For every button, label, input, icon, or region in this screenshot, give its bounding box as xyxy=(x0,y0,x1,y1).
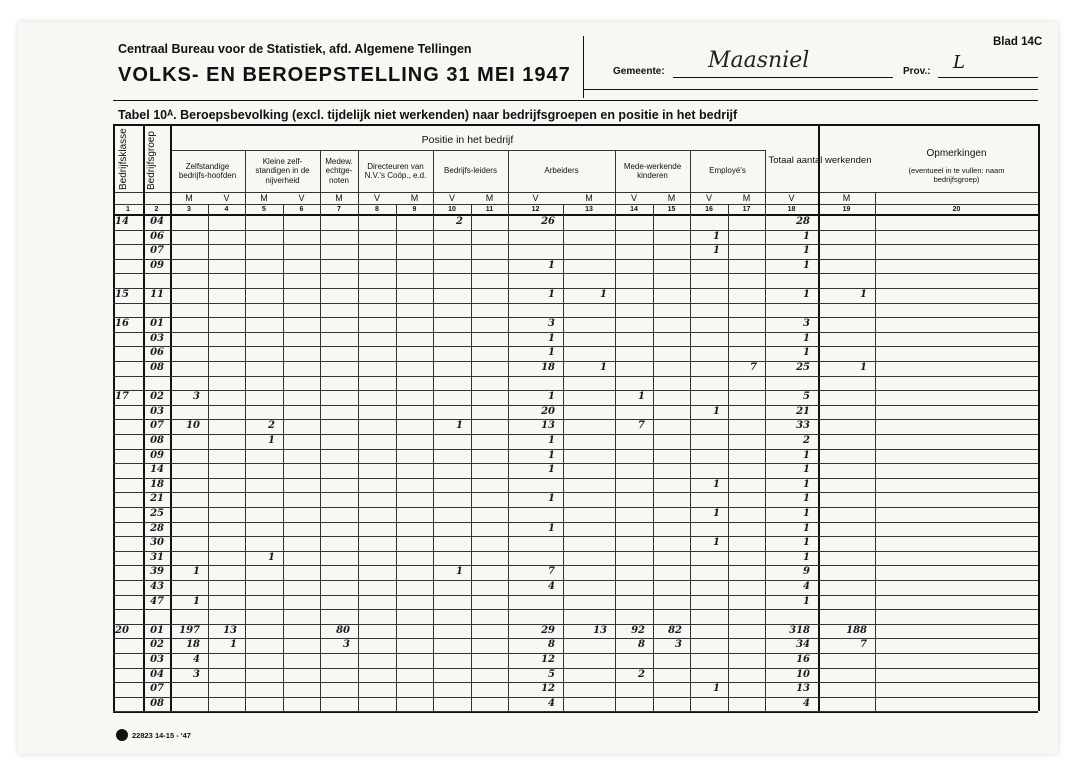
cell-col-13: 13 xyxy=(593,624,607,636)
cell-col-18: 1 xyxy=(803,595,810,607)
row-line-17 xyxy=(113,478,1038,479)
cell-col-18: 4 xyxy=(803,581,810,592)
groep-value: 47 xyxy=(150,595,164,607)
col-line-7 xyxy=(358,150,359,711)
totaal-header: Totaal aantal werkenden xyxy=(768,155,872,166)
col-number-13: 13 xyxy=(585,206,593,213)
cell-col-12: 1 xyxy=(548,289,555,300)
row-line-12 xyxy=(113,405,1038,406)
groep-value: 07 xyxy=(150,420,164,432)
groep-value: 04 xyxy=(150,216,164,227)
cell-col-3: 18 xyxy=(186,639,200,651)
row-line-15 xyxy=(113,449,1038,450)
groep-value: 09 xyxy=(150,449,164,461)
cell-col-18: 28 xyxy=(796,216,810,227)
groep-value: 08 xyxy=(150,435,164,446)
cell-col-18: 1 xyxy=(803,230,810,242)
cell-col-14: 7 xyxy=(638,420,645,432)
row-line-10 xyxy=(113,376,1038,377)
footer-code: 22823 14-15 - '47 xyxy=(132,730,191,740)
cell-col-5: 1 xyxy=(268,551,275,563)
cell-col-3: 197 xyxy=(179,624,200,636)
row-line-31 xyxy=(113,682,1038,683)
col-number-3: 3 xyxy=(187,206,191,213)
cell-col-3: 3 xyxy=(193,668,200,680)
cell-col-10: 1 xyxy=(456,566,463,578)
cell-col-18: 1 xyxy=(803,259,810,271)
cell-col-18: 1 xyxy=(803,347,810,359)
cell-col-12: 1 xyxy=(548,259,555,271)
col-line-20 xyxy=(1038,124,1040,711)
col-number-1: 1 xyxy=(126,206,130,213)
cell-col-19: 7 xyxy=(860,639,867,651)
header-rule xyxy=(583,89,1038,90)
row-line-26 xyxy=(113,609,1038,610)
groep-value: 25 xyxy=(150,508,164,519)
row-line-25 xyxy=(113,595,1038,596)
bedrijfsgroep-header: Bedrijfsgroep xyxy=(146,131,157,190)
cell-col-12: 1 xyxy=(548,522,555,534)
col-number-11: 11 xyxy=(485,206,494,213)
cell-col-18: 33 xyxy=(796,420,810,432)
row-line-32 xyxy=(113,697,1038,698)
col-line-15 xyxy=(690,150,691,711)
cell-col-3: 10 xyxy=(186,420,200,432)
cell-col-10: 1 xyxy=(456,420,463,432)
cell-col-18: 10 xyxy=(796,668,810,680)
cell-col-12: 7 xyxy=(548,566,555,578)
klasse-value: 14 xyxy=(115,216,129,227)
groep-value: 18 xyxy=(150,478,164,490)
printer-logo-icon xyxy=(116,729,128,741)
row-line-8 xyxy=(113,346,1038,347)
col-line-12 xyxy=(563,204,564,711)
groep-value: 07 xyxy=(150,683,164,695)
form-title: VOLKS- EN BEROEPSTELLING 31 MEI 1947 xyxy=(118,64,571,86)
col-number-5: 5 xyxy=(262,206,266,213)
cell-col-18: 21 xyxy=(796,405,810,417)
cell-col-14: 1 xyxy=(638,391,645,403)
col-number-19: 19 xyxy=(842,206,851,213)
cell-col-16: 1 xyxy=(713,683,720,695)
m-label-col-9: M xyxy=(410,193,419,203)
cell-col-12: 1 xyxy=(548,391,555,403)
organization-name: Centraal Bureau voor de Statistiek, afd. Algemene Tellingen xyxy=(118,42,472,56)
col-line-17 xyxy=(765,150,766,711)
m-label-col-5: M xyxy=(260,193,268,203)
cell-col-12: 26 xyxy=(541,216,555,227)
cell-col-10: 2 xyxy=(456,216,463,227)
cell-col-18: 1 xyxy=(803,245,810,257)
cell-col-5: 2 xyxy=(268,420,275,432)
groep-value: 39 xyxy=(150,566,164,578)
v-label-col-10: V xyxy=(448,193,455,203)
footer xyxy=(116,729,191,741)
v-label-col-14: V xyxy=(630,193,637,203)
cell-col-12: 1 xyxy=(548,464,555,476)
group-header-6: Mede-werkende kinderen xyxy=(623,161,682,180)
cell-col-18: 16 xyxy=(796,654,810,665)
cell-col-14: 92 xyxy=(631,624,645,636)
gemeente-handwritten-value: Maasniel xyxy=(708,48,810,73)
cell-col-18: 1 xyxy=(803,449,810,461)
prov-handwritten-value: L xyxy=(953,52,965,73)
cell-col-12: 8 xyxy=(548,639,555,651)
cell-col-19: 188 xyxy=(846,624,867,636)
row-line-3 xyxy=(113,273,1038,274)
v-label-col-18: V xyxy=(788,193,795,203)
colnum-rule xyxy=(113,204,1038,205)
cell-col-16: 1 xyxy=(713,537,720,549)
cell-col-3: 4 xyxy=(193,654,200,665)
v-label-col-4: V xyxy=(223,193,230,203)
group-header-1: Kleine zelf-standigen in de nijverheid xyxy=(255,156,310,185)
cell-col-7: 80 xyxy=(336,624,350,636)
cell-col-7: 3 xyxy=(343,639,350,651)
row-line-0 xyxy=(113,230,1038,231)
col-number-16: 16 xyxy=(705,206,713,213)
group-header-4: Bedrijfs-leiders xyxy=(444,166,497,176)
groep-value: 06 xyxy=(150,347,164,359)
col-number-8: 8 xyxy=(375,206,379,213)
col-line-19 xyxy=(875,192,876,711)
gemeente-label: Gemeente: xyxy=(613,66,665,77)
opmerkingen-sub-header: (eventueel in te vullen: naam bedrijfsgroep) xyxy=(908,165,1005,184)
cell-col-12: 3 xyxy=(548,318,555,330)
groep-value: 03 xyxy=(150,654,164,665)
cell-col-16: 1 xyxy=(713,245,720,257)
cell-col-12: 18 xyxy=(541,362,555,373)
cell-col-18: 25 xyxy=(796,362,810,373)
cell-col-19: 1 xyxy=(860,362,867,373)
cell-col-19: 1 xyxy=(860,289,867,300)
prov-label: Prov.: xyxy=(903,66,931,77)
cell-col-12: 1 xyxy=(548,435,555,446)
cell-col-12: 4 xyxy=(548,581,555,592)
gemeente-underline xyxy=(673,77,893,78)
group-header-2: Medew. echtge-noten xyxy=(325,156,353,185)
cell-col-15: 3 xyxy=(675,639,682,651)
col-number-9: 9 xyxy=(412,206,417,213)
col-number-17: 17 xyxy=(742,206,751,213)
group-header-5: Arbeiders xyxy=(544,166,579,176)
bedrijfsklasse-header: Bedrijfsklasse xyxy=(118,128,129,190)
col-line-6 xyxy=(320,150,321,711)
groep-value: 30 xyxy=(150,537,164,549)
col-number-12: 12 xyxy=(531,206,540,213)
cell-col-18: 1 xyxy=(803,508,810,519)
col-number-4: 4 xyxy=(224,206,229,213)
groep-value: 02 xyxy=(150,391,164,403)
cell-col-18: 1 xyxy=(803,464,810,476)
table-top-rule xyxy=(113,124,1038,126)
cell-col-3: 1 xyxy=(193,595,200,607)
m-label-col-13: M xyxy=(585,193,593,203)
groep-value: 14 xyxy=(150,464,164,476)
cell-col-18: 1 xyxy=(803,289,810,300)
cell-col-16: 1 xyxy=(713,508,720,519)
groep-value: 03 xyxy=(150,405,164,417)
groep-value: 28 xyxy=(150,522,164,534)
cell-col-12: 1 xyxy=(548,332,555,344)
groep-value: 11 xyxy=(150,289,164,300)
cell-col-3: 3 xyxy=(193,391,200,403)
cell-col-4: 13 xyxy=(223,624,237,636)
cell-col-12: 5 xyxy=(548,668,555,680)
groep-value: 01 xyxy=(150,318,164,330)
groep-value: 06 xyxy=(150,230,164,242)
row-line-7 xyxy=(113,332,1038,333)
v-label-col-6: V xyxy=(298,193,305,203)
cell-col-18: 2 xyxy=(803,435,810,446)
col-line-4 xyxy=(245,150,246,711)
col-line-3 xyxy=(208,204,209,711)
cell-col-14: 2 xyxy=(638,668,645,680)
col-number-18: 18 xyxy=(787,206,796,213)
cell-col-18: 34 xyxy=(796,639,810,651)
row-line-20 xyxy=(113,522,1038,523)
cell-col-12: 1 xyxy=(548,493,555,505)
opmerkingen-header: Opmerkingen xyxy=(926,148,987,160)
cell-col-12: 13 xyxy=(541,420,555,432)
col-line-5 xyxy=(283,204,284,711)
v-label-col-8: V xyxy=(373,193,380,203)
cell-col-12: 1 xyxy=(548,347,555,359)
groep-value: 08 xyxy=(150,697,164,709)
m-label-col-11: M xyxy=(485,193,494,203)
col-line-8 xyxy=(396,204,397,711)
v-label-col-16: V xyxy=(705,193,712,203)
col-line-11 xyxy=(508,150,509,711)
cell-col-18: 13 xyxy=(796,683,810,695)
klasse-value: 15 xyxy=(115,289,129,300)
cell-col-12: 20 xyxy=(541,405,555,417)
group-header-7: Employé's xyxy=(709,166,746,176)
group-header-3: Directeuren van N.V.'s Coöp., e.d. xyxy=(364,161,427,180)
row-line-2 xyxy=(113,259,1038,260)
col-number-14: 14 xyxy=(630,206,638,213)
groep-value: 07 xyxy=(150,245,164,257)
klasse-value: 17 xyxy=(115,391,129,403)
prov-underline xyxy=(938,77,1038,78)
col-number-15: 15 xyxy=(667,206,676,213)
cell-col-12: 1 xyxy=(548,449,555,461)
row-line-21 xyxy=(113,536,1038,537)
groep-value: 03 xyxy=(150,332,164,344)
col-number-7: 7 xyxy=(337,206,341,213)
m-label-col-15: M xyxy=(667,193,676,203)
groep-value: 09 xyxy=(150,259,164,271)
cell-col-15: 82 xyxy=(668,624,682,636)
col-number-20: 20 xyxy=(952,206,961,213)
m-label-col-17: M xyxy=(742,193,751,203)
cell-col-18: 1 xyxy=(803,332,810,344)
groep-value: 43 xyxy=(150,581,164,592)
cell-col-17: 7 xyxy=(750,362,757,373)
sheet-label: Blad 14C xyxy=(993,36,1043,48)
col-number-2: 2 xyxy=(154,206,159,213)
cell-col-18: 1 xyxy=(803,493,810,505)
cell-col-3: 1 xyxy=(193,566,200,578)
cell-col-14: 8 xyxy=(638,639,645,651)
row-line-19 xyxy=(113,507,1038,508)
cell-col-16: 1 xyxy=(713,230,720,242)
col-line-14 xyxy=(653,204,654,711)
cell-col-18: 1 xyxy=(803,551,810,563)
row-line-5 xyxy=(113,303,1038,304)
row-line-18 xyxy=(113,492,1038,493)
cell-col-16: 1 xyxy=(713,478,720,490)
cell-col-12: 12 xyxy=(541,654,555,665)
klasse-value: 20 xyxy=(115,624,129,636)
col-line-10 xyxy=(471,204,472,711)
cell-col-18: 9 xyxy=(803,566,810,578)
groep-value: 08 xyxy=(150,362,164,373)
cell-col-18: 5 xyxy=(803,391,810,403)
groep-value: 01 xyxy=(150,624,164,636)
row-line-29 xyxy=(113,653,1038,654)
census-form-sheet xyxy=(18,22,1058,754)
header-rule-2 xyxy=(113,100,1038,101)
cell-col-18: 1 xyxy=(803,478,810,490)
row-line-30 xyxy=(113,668,1038,669)
cell-col-12: 29 xyxy=(541,624,555,636)
col-line-16 xyxy=(728,204,729,711)
row-line-1 xyxy=(113,244,1038,245)
m-label-col-19: M xyxy=(842,193,851,203)
col-line-13 xyxy=(615,150,616,711)
cell-col-5: 1 xyxy=(268,435,275,446)
groep-value: 31 xyxy=(150,551,164,563)
klasse-value: 16 xyxy=(115,318,129,330)
groep-value: 02 xyxy=(150,639,164,651)
cell-col-12: 12 xyxy=(541,683,555,695)
groep-value: 04 xyxy=(150,668,164,680)
row-line-28 xyxy=(113,638,1038,639)
cell-col-13: 1 xyxy=(600,362,607,373)
cell-col-12: 4 xyxy=(548,697,555,709)
m-label-col-7: M xyxy=(335,193,343,203)
row-line-11 xyxy=(113,390,1038,391)
cell-col-13: 1 xyxy=(600,289,607,300)
table-title: Tabel 10ᴬ. Beroepsbevolking (excl. tijdelijk niet werkenden) naar bedrijfsgroepen en positie in het bedrijf xyxy=(118,108,738,122)
cell-col-16: 1 xyxy=(713,405,720,417)
row-line-16 xyxy=(113,463,1038,464)
positie-header: Positie in het bedrijf xyxy=(421,134,514,147)
col-line-9 xyxy=(433,150,434,711)
cell-col-18: 318 xyxy=(789,624,810,636)
v-label-col-12: V xyxy=(532,193,539,203)
cell-col-18: 1 xyxy=(803,522,810,534)
cell-col-4: 1 xyxy=(230,639,237,651)
row-line-24 xyxy=(113,580,1038,581)
row-line-6 xyxy=(113,317,1038,318)
cell-col-18: 1 xyxy=(803,537,810,549)
cell-col-18: 4 xyxy=(803,697,810,709)
m-label-col-3: M xyxy=(185,193,193,203)
row-line-23 xyxy=(113,565,1038,566)
row-line-33 xyxy=(113,711,1038,712)
col-number-10: 10 xyxy=(448,206,456,213)
col-number-6: 6 xyxy=(299,206,304,213)
groep-value: 21 xyxy=(150,493,164,505)
group-header-0: Zelfstandige bedrijfs-hoofden xyxy=(178,161,237,180)
cell-col-18: 3 xyxy=(803,318,810,330)
